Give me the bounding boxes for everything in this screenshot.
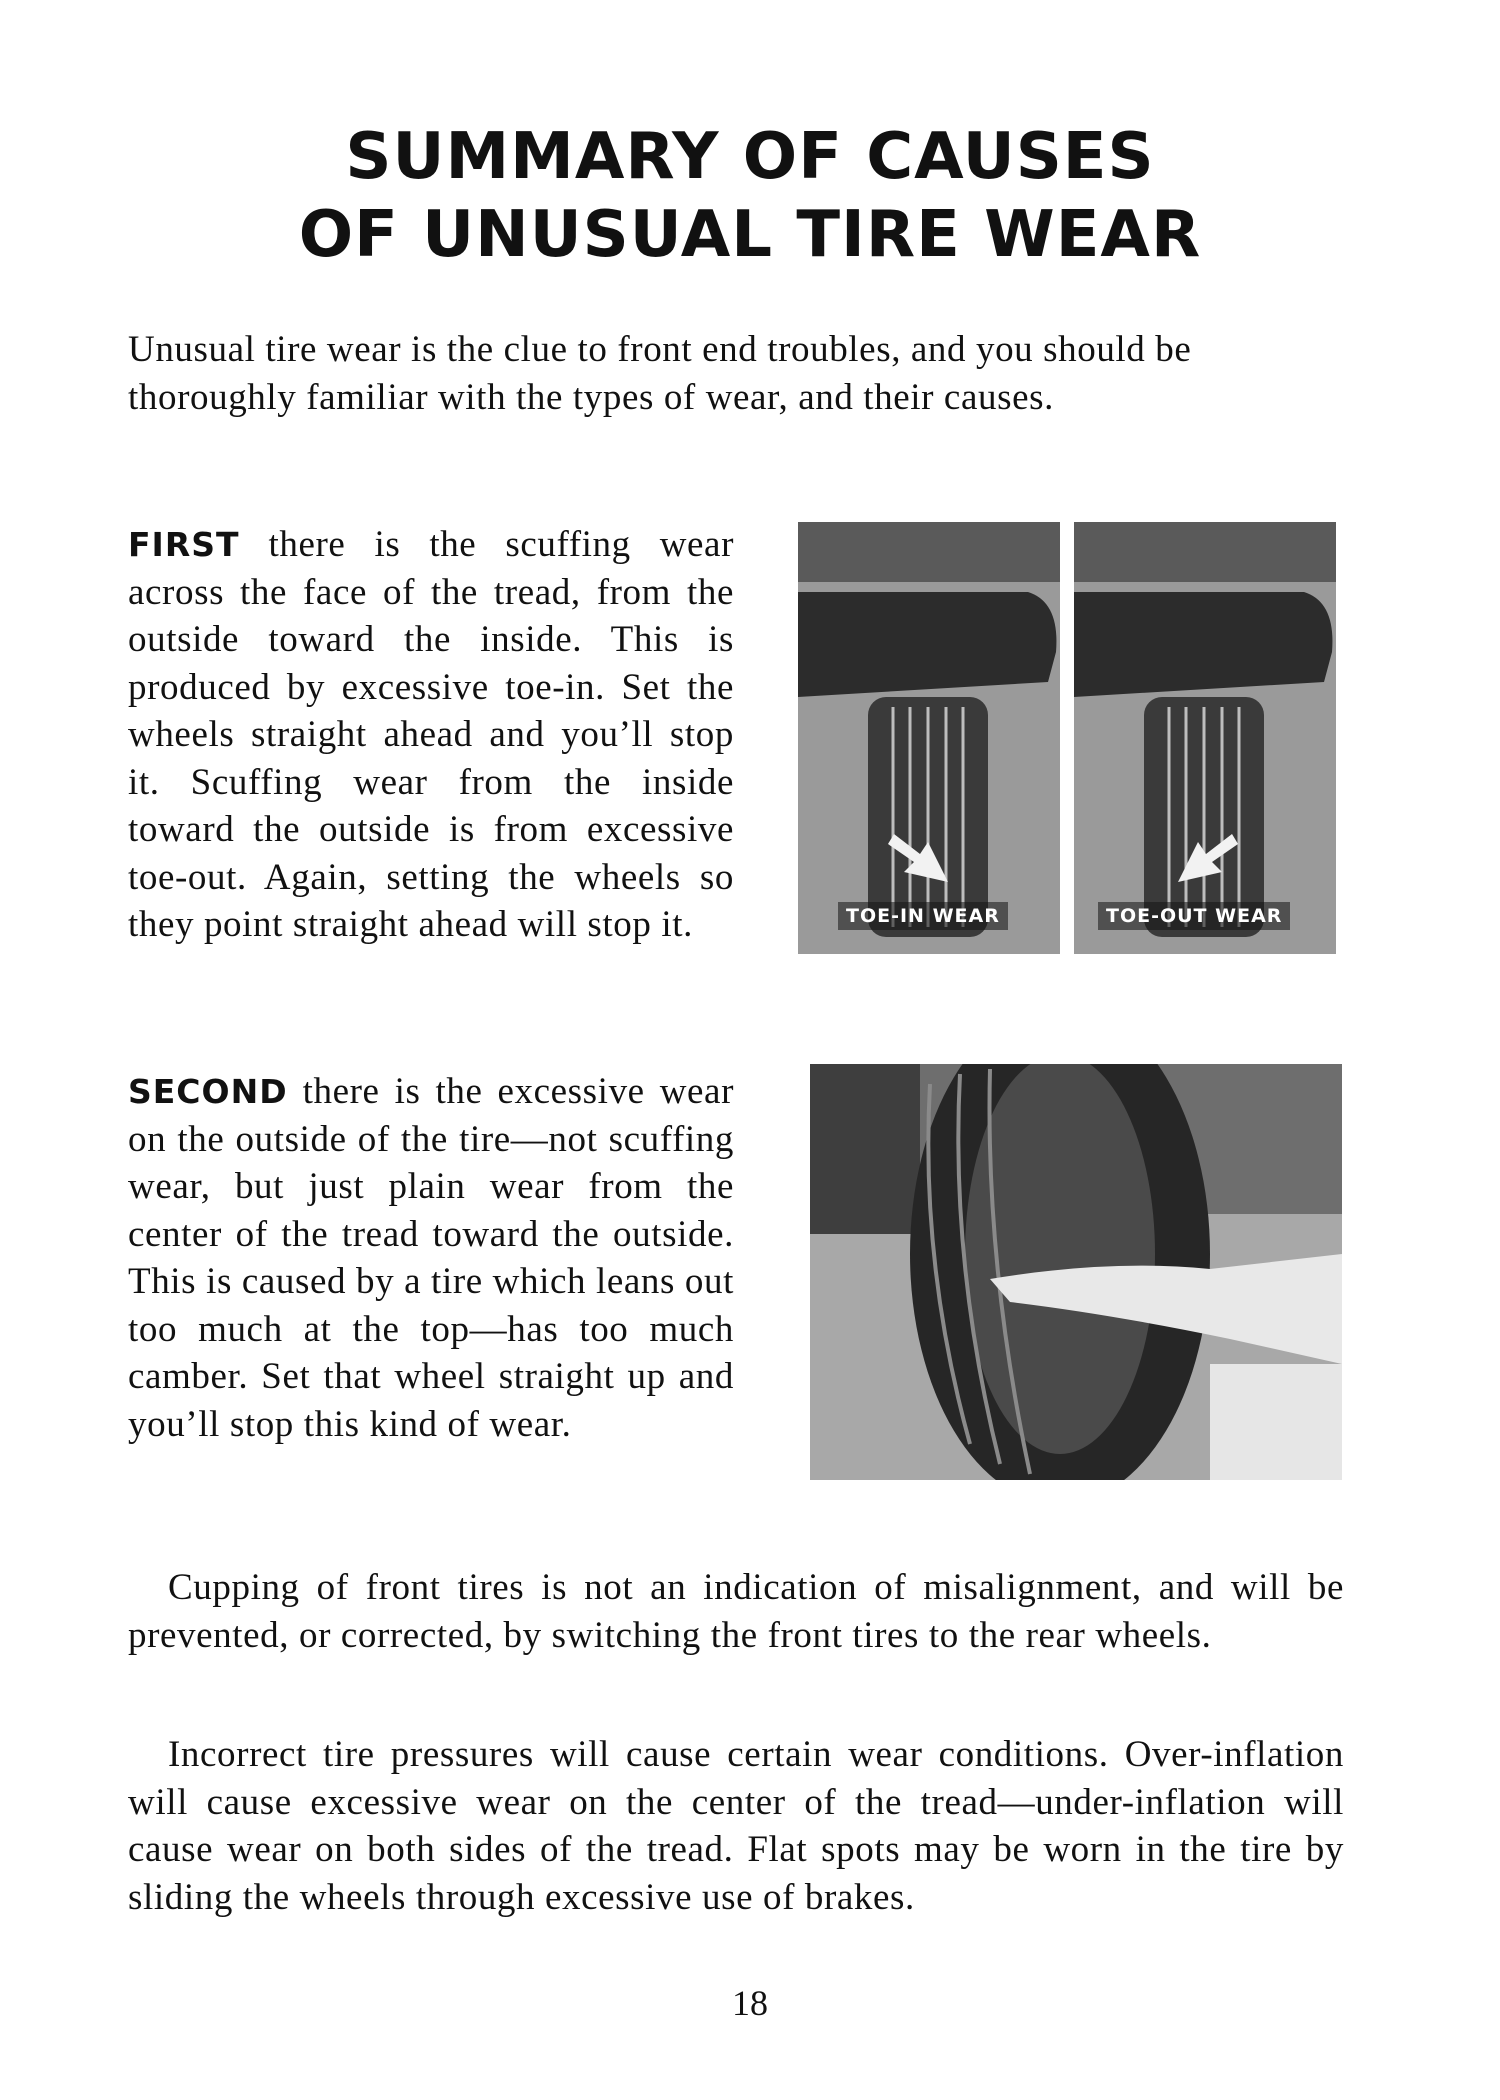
cupping-paragraph: Cupping of front tires is not an indication of misalignment, and will be prevented, or corrected, by switching the front tires to the rear wheels. xyxy=(128,1567,1344,1656)
first-body-text: there is the scuffing wear across the face of the tread, from the outside toward the inside. This is produced by excessive toe-in. Set the wheels straight ahead and you’ll stop it. Scuffing wear from the inside toward the outside is from excessive toe-out. Again, setting the wheels so they point straight ahead will stop it. xyxy=(128,524,734,945)
toe-out-caption: TOE-OUT WEAR xyxy=(1098,902,1290,930)
second-paragraph xyxy=(128,1068,734,1448)
toe-in-caption: TOE-IN WEAR xyxy=(838,902,1008,930)
pressure-paragraph: Incorrect tire pressures will cause certain wear conditions. Over-inflation will cause excessive wear on the center of the tread—under-inflation will cause wear on both sides of the tread. Flat spots may be worn in the tire by sliding the wheels through excessive use of brakes. xyxy=(128,1734,1344,1918)
title-line-2: OF UNUSUAL TIRE WEAR xyxy=(298,198,1202,272)
page-number: 18 xyxy=(732,1983,768,2023)
second-body-text: there is the excessive wear on the outside of the tire—not scuffing wear, but just plain wear from the center of the tread toward the outside. This is caused by a tire which leans out too much at the top—has too much camber. Set that wheel straight up and you’ll stop this kind of wear. xyxy=(128,1071,734,1445)
page-title xyxy=(0,118,1500,274)
camber-wear-photo xyxy=(810,1064,1342,1480)
camber-wear-illustration xyxy=(810,1064,1342,1480)
first-lead-word: FIRST xyxy=(128,525,240,564)
title-line-1: SUMMARY OF CAUSES xyxy=(345,120,1155,194)
intro-paragraph: Unusual tire wear is the clue to front end troubles, and you should be thoroughly familiar with the types of wear, and their causes. xyxy=(128,329,1192,418)
second-lead-word: SECOND xyxy=(128,1072,288,1111)
first-paragraph xyxy=(128,521,734,949)
toe-wear-photo xyxy=(798,522,1336,954)
toe-wear-illustration xyxy=(798,522,1336,954)
